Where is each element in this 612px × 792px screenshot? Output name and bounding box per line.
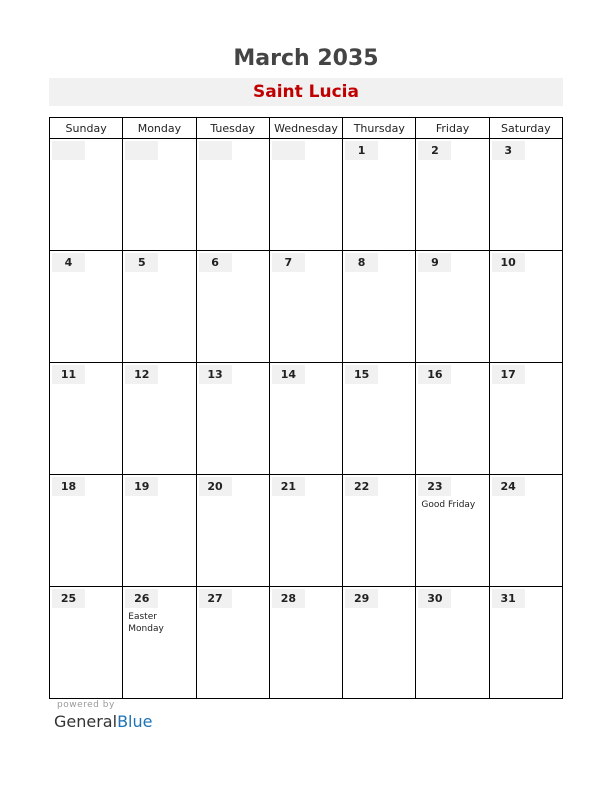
day-cell [269,251,342,363]
day-number: 26 [125,589,158,608]
day-number: 28 [272,589,305,608]
day-number: 9 [418,253,451,272]
day-number: 15 [345,365,378,384]
week-row [50,251,563,363]
day-number: 19 [125,477,158,496]
country-banner: Saint Lucia [49,78,563,106]
weekday-monday: Monday [123,118,196,139]
day-cell [416,251,489,363]
weekday-saturday: Saturday [489,118,562,139]
day-cell [269,587,342,699]
day-number: 21 [272,477,305,496]
day-number: 13 [199,365,232,384]
day-number: 30 [418,589,451,608]
day-number: 27 [199,589,232,608]
day-cell [196,363,269,475]
day-number-blank [272,141,305,160]
day-cell [50,139,123,251]
day-cell [489,139,562,251]
day-number: 18 [52,477,85,496]
day-number: 24 [492,477,525,496]
weekday-header-row [50,118,563,139]
day-cell [489,475,562,587]
day-number: 12 [125,365,158,384]
day-cell [416,587,489,699]
week-row [50,587,563,699]
day-number: 25 [52,589,85,608]
day-number: 29 [345,589,378,608]
day-number: 7 [272,253,305,272]
day-number-blank [199,141,232,160]
day-cell [489,363,562,475]
day-cell [50,363,123,475]
day-cell [123,587,196,699]
day-cell [343,587,416,699]
day-cell [269,363,342,475]
day-number: 23 [418,477,451,496]
day-cell [50,251,123,363]
weekday-sunday: Sunday [50,118,123,139]
day-cell [489,251,562,363]
day-number: 3 [492,141,525,160]
day-cell [50,587,123,699]
week-row [50,475,563,587]
week-row [50,139,563,251]
day-cell [343,363,416,475]
day-number: 8 [345,253,378,272]
day-number: 10 [492,253,525,272]
day-number-blank [125,141,158,160]
day-cell [196,251,269,363]
day-cell [123,139,196,251]
day-number: 14 [272,365,305,384]
weekday-tuesday: Tuesday [196,118,269,139]
day-cell [196,475,269,587]
holiday-label: Good Friday [421,500,476,510]
day-cell [50,475,123,587]
day-cell [123,251,196,363]
day-number: 11 [52,365,85,384]
day-cell [196,139,269,251]
brand-blue: Blue [117,712,153,731]
day-number: 1 [345,141,378,160]
day-number: 2 [418,141,451,160]
day-number: 22 [345,477,378,496]
day-cell [416,139,489,251]
day-number: 4 [52,253,85,272]
weekday-thursday: Thursday [343,118,416,139]
day-cell [196,587,269,699]
day-cell [343,475,416,587]
day-cell [123,475,196,587]
calendar-grid [49,117,563,699]
calendar-title: March 2035 [233,46,379,71]
week-row [50,363,563,475]
day-number-blank [52,141,85,160]
day-cell [269,475,342,587]
day-number: 5 [125,253,158,272]
weekday-friday: Friday [416,118,489,139]
holiday-label: Easter Monday [128,612,164,634]
day-cell [269,139,342,251]
day-cell [416,475,489,587]
generalblue-logo[interactable] [54,712,152,731]
day-cell [416,363,489,475]
powered-by-text: powered by [57,700,115,710]
day-number: 17 [492,365,525,384]
day-cell [343,139,416,251]
day-cell [489,587,562,699]
day-cell [123,363,196,475]
brand-general: General [54,712,118,731]
day-number: 6 [199,253,232,272]
day-number: 20 [199,477,232,496]
day-number: 31 [492,589,525,608]
day-number: 16 [418,365,451,384]
day-cell [343,251,416,363]
weekday-wednesday: Wednesday [269,118,342,139]
